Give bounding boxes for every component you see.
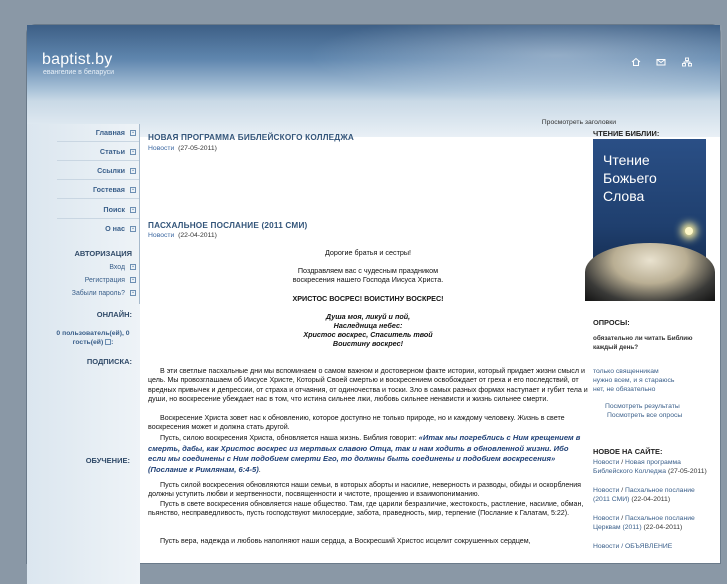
news-date: (22-04-2011) (631, 496, 671, 503)
poem-line: Воистину воскрес! (332, 339, 404, 348)
candle-light (685, 227, 693, 235)
letter-proclamation: ХРИСТОС ВОСРЕС! ВОИСТИНУ ВОСКРЕС! (292, 294, 444, 303)
nav-divider (57, 218, 139, 219)
news-category: Новости (593, 459, 620, 466)
banner-line: Слова (603, 188, 645, 204)
letter-paragraph: Пусть вера, надежда и любовь наполняют наши сердца, а Воскресший Христос исцелит сокрушенных сердцем, (160, 537, 531, 545)
left-sidebar (27, 124, 140, 584)
news-date: (27-05-2011) (667, 468, 707, 475)
article-meta (148, 145, 217, 152)
nav-item-label: О нас (105, 224, 125, 233)
bullet-icon: ▪ (130, 277, 136, 283)
subscribe-heading: ПОДПИСКА: (86, 357, 132, 366)
letter-paragraph: Пусть силой воскресения обновляются наши семьи, в которых аборты и насилие, неверность и разводы, обиды и оскорбления должны уступить любви и жертвенности, посвященности и чистоте, прощению и взаимопониманию. (148, 481, 581, 499)
auth-item-label: Вход (109, 264, 125, 271)
news-title: Пасхальное послание (2011 СМИ) (593, 487, 695, 503)
news-date: (22-04-2011) (643, 524, 683, 531)
auth-heading: АВТОРИЗАЦИЯ (74, 249, 132, 258)
banner-line: Божьего (603, 170, 657, 186)
nav-divider (57, 160, 139, 161)
paragraph-text: Пусть, силою воскресения Христа, обновляется наша жизнь. Библия говорит: (160, 434, 419, 442)
poem-line: Наследница небес: (333, 321, 403, 330)
poll-option[interactable]: только священникам (593, 368, 659, 375)
forgot-password-link[interactable] (72, 290, 136, 297)
register-link[interactable] (85, 277, 136, 284)
nav-item-label: Ссылки (97, 166, 125, 175)
article-category-link[interactable]: Новости (148, 232, 175, 239)
bullet-icon: ▪ (130, 207, 136, 213)
news-heading: НОВОЕ НА САЙТЕ: (593, 447, 663, 456)
bullet-icon: ▪ (130, 130, 136, 136)
online-suffix: : (111, 339, 114, 346)
article-title[interactable]: ПАСХАЛЬНОЕ ПОСЛАНИЕ (2011 СМИ) (148, 221, 308, 230)
nav-item-label: Поиск (103, 205, 125, 214)
letter-paragraph: В эти светлые пасхальные дни мы вспоминаем о самом важном и достоверном факте истории, который придает жизни смысл и цель. Мы провозглашаем об Иисусе Христе, Который Своей смертью и воскресением освобождает от греха и его последствий, от вредных привычек и депрессии, от страха и отчаяния, от одиночества и тоски. Зло в самых разных формах наступает и губит тела и души, но воскресение убеждает нас в том, что истина сильнее лжи, любовь сильнее ненависти и жизнь сильнее смерти. (148, 367, 588, 403)
bullet-icon: ▪ (130, 290, 136, 296)
news-category: Новости (593, 515, 620, 522)
news-item[interactable]: Новости / Пасхальное послание (2011 СМИ) (22-04-2011) (593, 487, 695, 503)
poll-all-link[interactable]: Посмотреть все опросы (607, 412, 683, 419)
news-title: Новая программа Библейского Колледжа (593, 459, 681, 475)
bullet-icon: ▪ (130, 149, 136, 155)
nav-item-guestbook[interactable] (93, 185, 136, 194)
auth-item-label: Забыли пароль? (71, 290, 125, 297)
banner-line: Чтение (603, 152, 650, 168)
mail-icon[interactable] (655, 57, 667, 69)
article-date: (27-05-2011) (178, 145, 217, 152)
sidebar-divider (139, 124, 140, 304)
polls-heading: ОПРОСЫ: (593, 318, 630, 327)
article-meta (148, 232, 217, 239)
article-date: (22-04-2011) (178, 232, 217, 239)
online-count-text: 0 пользователь(ей), 0 гость(ей) (56, 330, 130, 346)
news-category: Новости (593, 487, 620, 494)
home-icon[interactable] (630, 57, 642, 69)
nav-item-label: Главная (95, 128, 125, 137)
news-item[interactable]: Новости / Новая программа Библейского Колледжа (27-05-2011) (593, 459, 707, 475)
poll-results-link[interactable]: Посмотреть результаты (605, 403, 680, 410)
auth-item-label: Регистрация (84, 277, 125, 284)
nav-item-label: Статьи (99, 147, 125, 156)
nav-item-links[interactable] (97, 166, 136, 175)
nav-item-home[interactable] (96, 128, 136, 137)
online-heading: ОНЛАЙН: (96, 310, 132, 319)
site-logo-subtitle: евангелие в беларуси (43, 69, 115, 76)
bullet-icon: ▪ (130, 264, 136, 270)
site-logo-title[interactable]: baptist.by (42, 51, 113, 68)
poem-line: Христос воскрес, Спаситель твой (303, 330, 433, 339)
poll-question: обязательно ли читать Библию каждый день? (593, 335, 693, 351)
letter-paragraph: Воскресение Христа зовет нас к обновлению, которое доступно не только природе, но и каждому человеку. Жизнь в свете воскресения может и должна стать другой. (148, 414, 565, 432)
letter-paragraph: Пусть в свете воскресения обновляется наше общество. Там, где царили безразличие, жестокость, растление, насилие, обман, пьянство, несправедливость, пусть господствуют милосердие, забота, праведность, мир, терпение (Послание к Галатам, 5:22). (148, 500, 584, 518)
letter-intro-line: воскресения нашего Господа Иисуса Христа. (292, 275, 444, 284)
nav-item-about[interactable] (105, 224, 136, 233)
poll-option[interactable]: нужно всем, и я стараюсь (593, 377, 675, 384)
bullet-icon: ▪ (130, 168, 136, 174)
paragraph-text: . (258, 465, 261, 474)
nav-divider (57, 179, 139, 180)
bible-reading-banner[interactable] (593, 139, 706, 298)
nav-divider (57, 198, 139, 199)
article-category-link[interactable]: Новости (148, 145, 175, 152)
page (26, 24, 721, 564)
letter-paragraph (148, 433, 588, 475)
news-item[interactable]: Новости / ОБЪЯВЛЕНИЕ (593, 543, 673, 550)
nav-item-search[interactable] (103, 205, 136, 214)
news-title: Пасхальное послание Церквам (2011) (593, 515, 695, 531)
view-titles-link[interactable]: Просмотреть заголовки (541, 119, 616, 126)
scripture-quote: «Итак мы погреблись с Ним крещением в смерть, дабы, как Христос воскрес из мертвых славою Отца, так и нам ходить в обновленной жизни. Ибо если мы соединены с Ним подобием смерти Его, то должны быть соединены и подобием воскресения» (Послание к Римлянам, 6:4-5) (148, 433, 581, 474)
news-item[interactable]: Новости / Пасхальное послание Церквам (2011) (22-04-2011) (593, 515, 695, 531)
letter-intro-line: Поздравляем вас с чудесным праздником (297, 266, 439, 275)
online-count (49, 329, 137, 347)
site-header (27, 25, 720, 101)
open-book-image (585, 243, 715, 301)
letter-greeting: Дорогие братья и сестры! (324, 248, 412, 257)
poem-line: Душа моя, ликуй и пой, (325, 312, 411, 321)
article-title[interactable]: НОВАЯ ПРОГРАММА БИБЛЕЙСКОГО КОЛЛЕДЖА (148, 133, 355, 142)
sitemap-icon[interactable] (681, 57, 693, 69)
training-heading: ОБУЧЕНИЕ: (85, 456, 130, 465)
nav-item-articles[interactable] (100, 147, 136, 156)
nav-item-label: Гостевая (92, 185, 125, 194)
login-link[interactable] (109, 264, 136, 271)
bible-heading: ЧТЕНИЕ БИБЛИИ: (593, 129, 660, 138)
bullet-icon: ▪ (130, 226, 136, 232)
poll-option[interactable]: нет, не обязательно (593, 386, 656, 393)
bullet-icon: ▪ (130, 187, 136, 193)
nav-divider (57, 141, 139, 142)
